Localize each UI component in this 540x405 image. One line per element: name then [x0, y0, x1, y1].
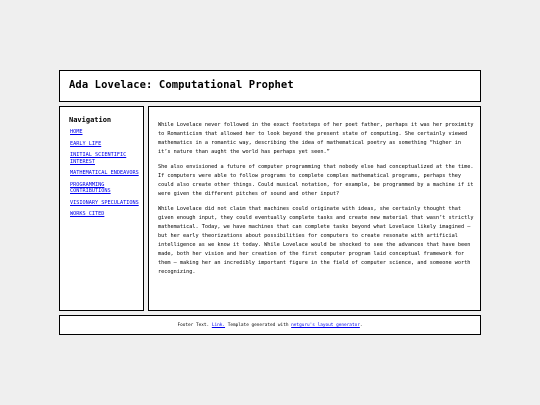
sidebar — [59, 106, 144, 311]
paragraph: She also envisioned a future of computer programming that nobody else had conceptualized at the time. If computers were able to follow programs to complete complex mathematical programs, perhaps they could also create other things. Could musical notation, for example, be programmed by a machine if it were given the different pitches of sound and other input? — [158, 164, 474, 197]
footer-text-middle: Template generated with — [225, 323, 292, 328]
nav-link-mathematical-endeavors[interactable]: MATHEMATICAL ENDEAVORS — [70, 170, 139, 176]
page-title: Ada Lovelace: Computational Prophet — [69, 79, 294, 91]
nav-link-works-cited[interactable]: WORKS CITED — [70, 211, 105, 217]
footer-text — [60, 322, 480, 329]
paragraph: While Lovelace never followed in the exact footsteps of her poet father, perhaps it was her proximity to Romanticism that allowed her to look beyond the present state of computing. She certainly viewed mathematics in a romantic way, describing the idea of mathematical poetry as something “higher in it’s nature than aught the world has perhaps yet seen.” — [158, 122, 474, 155]
paragraph: While Lovelace did not claim that machines could originate with ideas, she certainly thought that given enough input, they could eventually complete tasks and create new material that wasn’t strictly mathematical. Today, we have machines that can complete tasks beyond what Lovelace likely imagined — but her early theorizations about possibilities for computers to create resonate with artificial intelligence as we know it today. While Lovelace would be shocked to see the advances that have been made, both her vision and her creation of the first computer program laid conceptual framework for them — making her an incredibly important figure in the field of computer science, and someone worth recognizing. — [158, 206, 474, 275]
nav-link-early-life[interactable]: EARLY LIFE — [70, 140, 102, 147]
footer-text-end: . — [359, 323, 363, 328]
nav-link-initial-scientific-interest[interactable]: INITIAL SCIENTIFIC INTEREST — [70, 152, 127, 165]
generator-link[interactable]: netguru's layout generator — [291, 323, 360, 328]
page-header — [59, 70, 481, 102]
page-footer — [59, 315, 481, 335]
sidebar-heading: Navigation — [69, 116, 112, 124]
main-content — [148, 106, 481, 311]
sidebar-nav — [70, 129, 140, 223]
footer-text-start: Footer Text. — [177, 323, 212, 328]
nav-link-programming-contributions[interactable]: PROGRAMMING CONTRIBUTIONS — [70, 181, 111, 194]
nav-link-home[interactable]: HOME — [70, 129, 83, 135]
footer-link[interactable]: Link. — [211, 323, 226, 328]
nav-link-visionary-speculations[interactable]: VISIONARY SPECULATIONS — [70, 199, 139, 206]
